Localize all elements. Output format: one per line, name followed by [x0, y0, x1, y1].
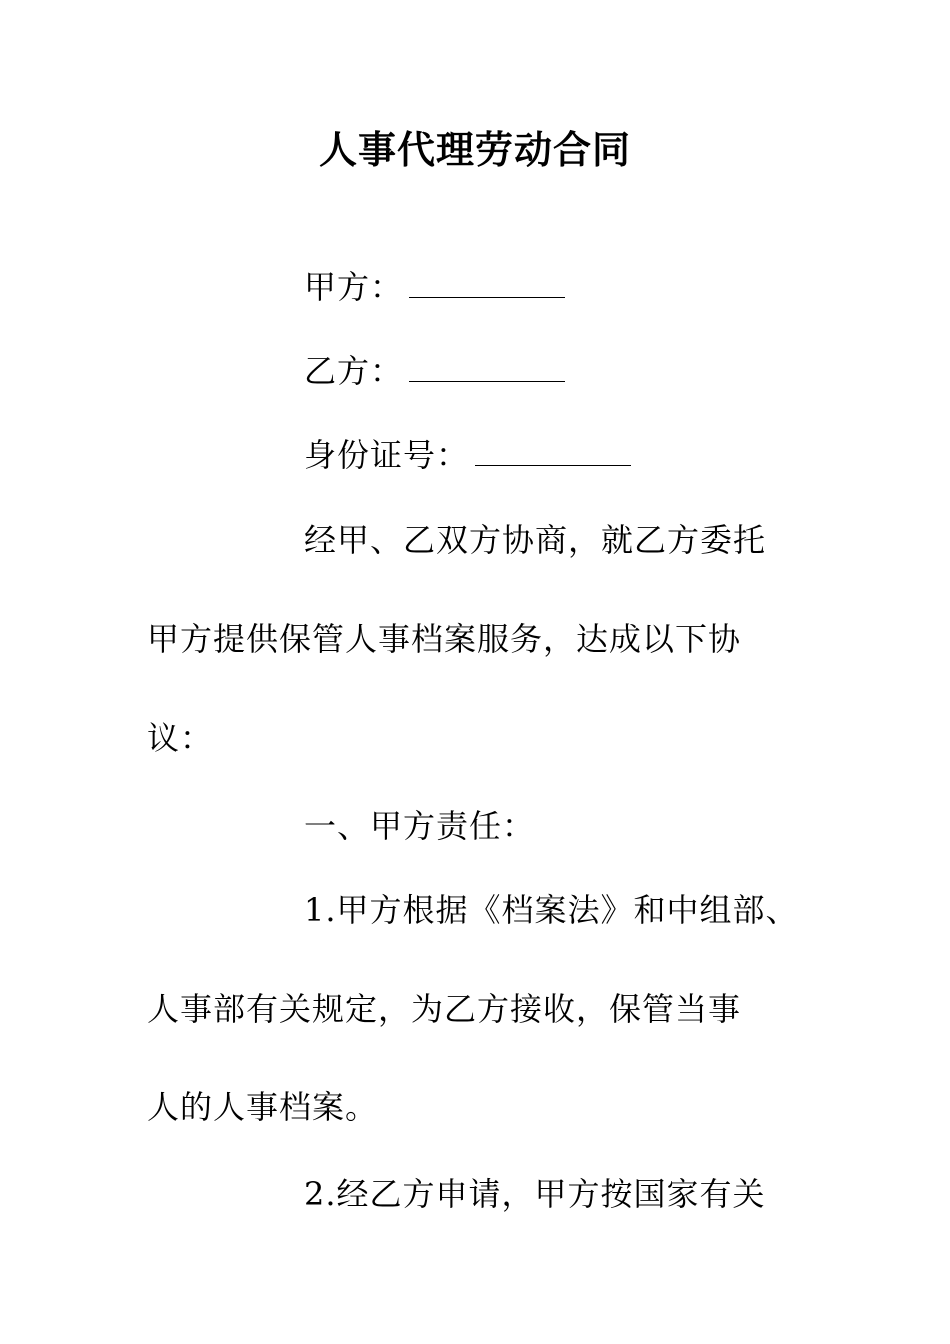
party-a-blank	[409, 267, 565, 298]
body-line: 人事部有关规定，为乙方接收，保管当事	[147, 990, 742, 1028]
party-a-label: 甲方：	[304, 268, 404, 306]
id-number-blank	[475, 435, 631, 466]
body-line: 甲方提供保管人事档案服务，达成以下协	[147, 620, 742, 658]
section-heading: 一、甲方责任：	[304, 807, 536, 845]
party-b-label: 乙方：	[304, 352, 404, 390]
party-a-row	[304, 265, 565, 309]
document-title: 人事代理劳动合同	[318, 127, 631, 172]
body-line: 议：	[147, 719, 214, 757]
party-b-row	[304, 349, 565, 393]
body-line: 人的人事档案。	[147, 1088, 379, 1126]
id-number-label: 身份证号：	[304, 436, 470, 474]
party-b-blank	[409, 351, 565, 382]
body-line: 2.经乙方申请，甲方按国家有关	[304, 1175, 766, 1213]
id-number-row	[304, 433, 631, 477]
body-line: 经甲、乙双方协商，就乙方委托	[304, 521, 767, 559]
body-line: 1.甲方根据《档案法》和中组部、	[304, 891, 799, 929]
